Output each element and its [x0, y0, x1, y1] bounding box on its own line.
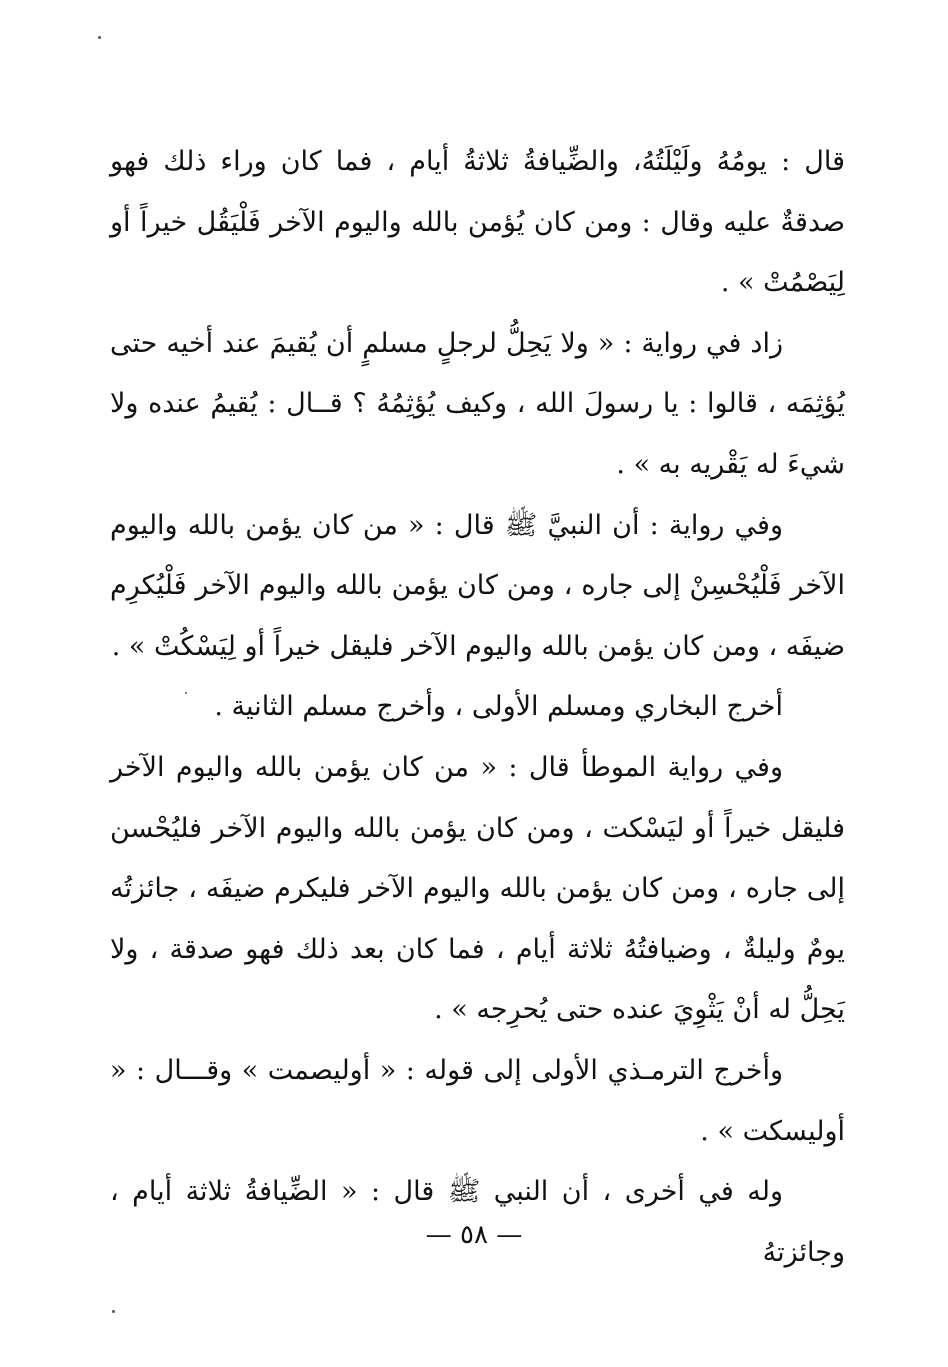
- paragraph-7: وله في أخرى ، أن النبي ﷺ قال : « الضِّيافةُ ثلاثة أيام ، وجائزتهُ: [110, 1176, 845, 1268]
- scan-speck: [112, 1310, 115, 1313]
- paragraph-5: وفي رواية الموطأ قال : « من كان يؤمن بالله واليوم الآخر فليقل خيراً أو ليَسْكت ، ومن كان يؤمن بالله واليوم الآخر فليُحْسن إلى جاره ، ومن كان يؤمن بالله واليوم الآخر فليكرم ضيفَه ، جائزتُه يومٌ وليلةٌ ، وضيافتُهُ ثلاثة أيام ، فما كان بعد ذلك فهو صدقة ، ولا يَحِلُّ له أنْ يَثْوِيَ عنده حتى يُحرِجه » .: [110, 751, 845, 1026]
- scan-speck: [98, 36, 101, 39]
- paragraph-4: أخرج البخاري ومسلم الأولى ، وأخرج مسلم الثانية .: [214, 691, 783, 723]
- scan-speck: [185, 692, 187, 694]
- body-text: [110, 132, 845, 1283]
- paragraph-3: وفي رواية : أن النبيَّ ﷺ قال : « من كان يؤمن بالله واليوم الآخر فَلْيُحْسِنْ إلى جاره ، ومن كان يؤمن بالله واليوم الآخر فَلْيُكرِم ضيفَه ، ومن كان يؤمن بالله واليوم الآخر فليقل خيراً أو لِيَسْكُتْ » .: [110, 509, 845, 662]
- paragraph-6: وأخرج الترمـذي الأولى إلى قوله : « أوليصمت » وقـــال : « أوليسكت » .: [110, 1054, 845, 1147]
- paragraph-1: قال : يومُهُ ولَيْلَتُهُ، والضِّيافةُ ثلاثةُ أيام ، فما كان وراء ذلك فهو صدقةٌ عليه وقال : ومن كان يُؤمن بالله واليوم الآخر فَلْيَقُل خيراً أو لِيَصْمُتْ » .: [110, 146, 845, 299]
- page-number: — ٥٨ —: [425, 1220, 523, 1250]
- paragraph-2: زاد في رواية : « ولا يَحِلُّ لرجلٍ مسلمٍ أن يُقيمَ عند أخيه حتى يُؤثِمَه ، قالوا : يا رسولَ الله ، وكيف يُؤثِمُهُ ؟ قــال : يُقيمُ عنده ولا شيءَ له يَقْريه به » .: [110, 327, 845, 480]
